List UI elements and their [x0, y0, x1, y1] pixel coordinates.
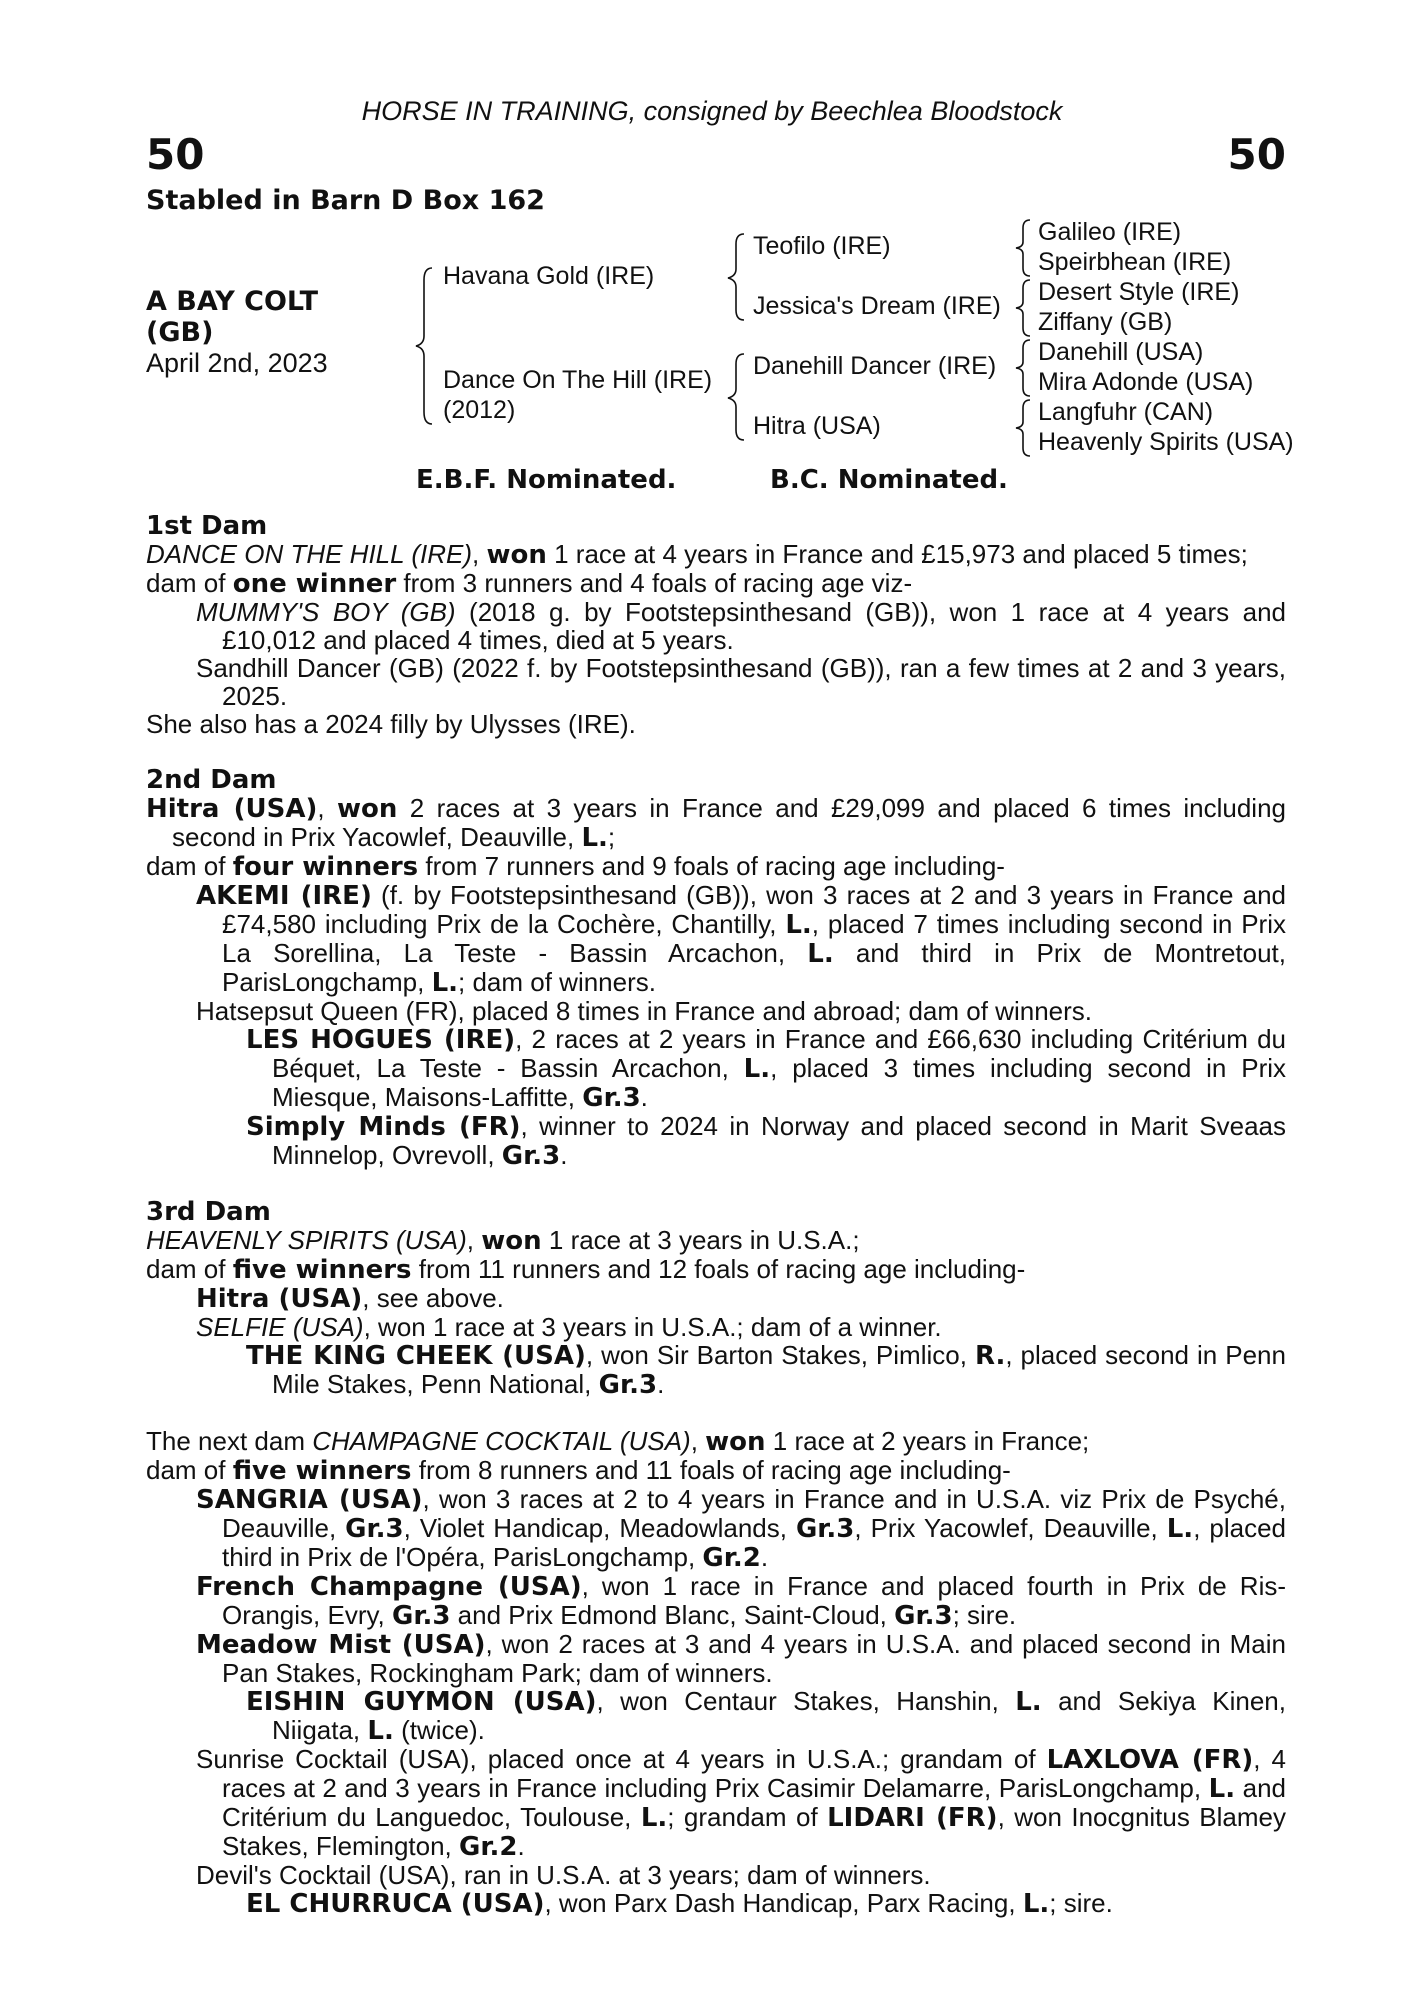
bold-text: L.	[743, 1054, 771, 1084]
pedigree-entry	[196, 1861, 1286, 1889]
italic-text: MUMMY'S BOY (GB)	[196, 597, 456, 627]
bold-text: LAXLOVA (FR)	[1046, 1745, 1254, 1775]
pedigree-ggp: Ziffany (GB)	[1038, 308, 1173, 336]
bold-text: won	[486, 540, 547, 570]
pedigree-entry	[146, 1456, 1286, 1485]
entry-text: , placed second in Penn Mile Stakes, Penn National,	[272, 1340, 1286, 1399]
entry-text: .	[760, 1542, 769, 1572]
bold-text: won	[336, 794, 398, 824]
pedigree-entry	[196, 1572, 1286, 1630]
entry-text: , Prix Yacowlef, Deauville,	[854, 1513, 1167, 1543]
pedigree-ggp: Galileo (IRE)	[1038, 218, 1182, 246]
bold-text: Gr.2	[702, 1543, 761, 1573]
bold-text: Gr.3	[392, 1601, 451, 1631]
section-gap	[146, 1170, 1286, 1198]
entry-text: 2 races at 3 years in France and £29,099 and placed 6 times including second in Prix Yacowlef, Deauville,	[172, 793, 1286, 852]
pedigree-ggp: Desert Style (IRE)	[1038, 278, 1240, 306]
pedigree-bracket-ggp-2	[1014, 278, 1034, 338]
entry-text: and Prix Edmond Blanc, Saint-Cloud,	[450, 1600, 895, 1630]
entry-text: Sunrise Cocktail (USA), placed once at 4 years in U.S.A.; grandam of	[196, 1744, 1047, 1774]
entry-text: ; sire.	[1049, 1888, 1113, 1918]
entry-text: , see above.	[362, 1283, 504, 1313]
entry-text: 1 race at 2 years in France;	[765, 1426, 1090, 1456]
foaling-date: April 2nd, 2023	[146, 348, 328, 378]
lot-number-left: 50	[146, 130, 205, 179]
section-gap	[146, 1399, 1286, 1427]
bold-text: L.	[1022, 1889, 1050, 1919]
lot-number-right: 50	[1227, 130, 1286, 179]
pedigree-entry	[146, 1255, 1286, 1284]
bold-text: Gr.3	[501, 1141, 561, 1171]
entry-text: ; sire.	[952, 1600, 1017, 1630]
bold-text: SANGRIA (USA)	[196, 1485, 423, 1515]
pedigree-entry	[146, 1226, 1286, 1255]
pedigree-entry	[196, 1630, 1286, 1687]
entry-text: , won Inocgnitus Blamey Stakes, Flemington,	[222, 1802, 1286, 1861]
pedigree-bracket-ggp-3	[1014, 338, 1034, 398]
pedigree-dam: Dance On The Hill (IRE)	[443, 366, 713, 394]
italic-text: HEAVENLY SPIRITS (USA)	[146, 1225, 467, 1255]
pedigree-ggp: Heavenly Spirits (USA)	[1038, 428, 1294, 456]
entry-text: , won 3 races at 2 to 4 years in France and in U.S.A. viz Prix de Psyché, Deauville,	[222, 1484, 1286, 1543]
pedigree-entry	[146, 569, 1286, 598]
bold-text: AKEMI (IRE)	[196, 881, 372, 911]
horse-name-line1: A BAY COLT	[146, 286, 319, 317]
entry-text: , won 2 races at 3 and 4 years in U.S.A. and placed second in Main Pan Stakes, Rockingham Park; dam of winners.	[222, 1629, 1286, 1688]
bold-text: L.	[581, 823, 608, 853]
pedigree-bracket-main	[414, 266, 438, 426]
stabled-location: Stabled in Barn D Box 162	[146, 185, 545, 216]
bc-nomination: B.C. Nominated.	[770, 465, 1008, 495]
entry-text: 1 race at 3 years in U.S.A.;	[541, 1225, 860, 1255]
bold-text: won	[481, 1226, 542, 1256]
bold-text: Gr.3	[894, 1601, 953, 1631]
entry-text: , 2 races at 2 years in France and £66,630 including Critérium du Béquet, La Teste - Bassin Arcachon,	[272, 1024, 1287, 1083]
pedigree-ggp: Langfuhr (CAN)	[1038, 398, 1214, 426]
pedigree-entry	[246, 1687, 1286, 1745]
entry-text: dam of	[146, 568, 233, 598]
pedigree-dam-sire: Danehill Dancer (IRE)	[753, 352, 997, 380]
bold-text: EISHIN GUYMON (USA)	[246, 1687, 597, 1717]
pedigree-dam-dam: Hitra (USA)	[753, 412, 881, 440]
entry-text: dam of	[146, 851, 233, 881]
pedigree-entry	[246, 1112, 1286, 1170]
entry-text: ; grandam of	[667, 1802, 828, 1832]
entry-text: ,	[317, 793, 337, 823]
entry-text: dam of	[146, 1455, 233, 1485]
entry-text: 1 race at 4 years in France and £15,973 and placed 5 times;	[546, 539, 1248, 569]
pedigree-entry	[196, 1284, 1286, 1313]
pedigree-sire-sire: Teofilo (IRE)	[753, 232, 891, 260]
entry-text: from 8 runners and 11 foals of racing age including-	[411, 1455, 1011, 1485]
entry-text: (twice).	[393, 1715, 485, 1745]
section-title: 3rd Dam	[146, 1197, 271, 1227]
pedigree-ggp: Speirbhean (IRE)	[1038, 248, 1232, 276]
italic-text: SELFIE (USA)	[196, 1312, 364, 1342]
bold-text: Gr.3	[582, 1083, 641, 1113]
italic-text: CHAMPAGNE COCKTAIL (USA)	[312, 1426, 691, 1456]
entry-text: and Critérium du Languedoc, Toulouse,	[222, 1773, 1286, 1832]
consignment-header: HORSE IN TRAINING, consigned by Beechlea Bloodstock	[361, 96, 1063, 126]
entry-text: from 11 runners and 12 foals of racing age including-	[411, 1254, 1026, 1284]
pedigree-bracket-ggp-4	[1014, 398, 1034, 458]
pedigree-entry	[146, 1427, 1286, 1456]
bold-text: R.	[974, 1341, 1006, 1371]
entry-text: Devil's Cocktail (USA), ran in U.S.A. at 3 years; dam of winners.	[196, 1860, 931, 1890]
pedigree-entry	[146, 710, 1286, 738]
italic-text: DANCE ON THE HILL (IRE)	[146, 539, 473, 569]
entry-text: .	[560, 1140, 568, 1170]
entry-text: She also has a 2024 filly by Ulysses (IRE).	[146, 709, 636, 739]
entry-text: from 3 runners and 4 foals of racing age viz-	[396, 568, 913, 598]
entry-text: and third in Prix de Montretout, ParisLongchamp,	[222, 938, 1287, 997]
entry-text: .	[517, 1831, 525, 1861]
bold-text: French Champagne (USA)	[196, 1572, 582, 1602]
entry-text: Hatsepsut Queen (FR), placed 8 times in France and abroad; dam of winners.	[196, 996, 1092, 1026]
bold-text: L.	[785, 910, 812, 940]
pedigree-ggp: Danehill (USA)	[1038, 338, 1204, 366]
entry-text: .	[657, 1369, 665, 1399]
entry-text: , placed 3 times including second in Prix Miesque, Maisons-Laffitte,	[272, 1053, 1286, 1112]
pedigree-ggp: Mira Adonde (USA)	[1038, 368, 1254, 396]
pedigree-entry	[146, 794, 1286, 852]
catalogue-page-body	[146, 512, 1286, 1918]
pedigree-bracket-ggp-1	[1014, 218, 1034, 278]
entry-text: , winner to 2024 in Norway and placed second in Marit Sveaas Minnelop, Ovrevoll,	[272, 1111, 1286, 1170]
bold-text: L.	[640, 1803, 668, 1833]
horse-name-line2: (GB)	[146, 317, 214, 348]
bold-text: L.	[807, 939, 834, 969]
bold-text: L.	[431, 968, 459, 998]
entry-text: (2018 g. by Footstepsinthesand (GB)), won 1 race at 4 years and £10,012 and placed 4 times, died at 5 years.	[222, 597, 1286, 655]
entry-text: and Sekiya Kinen, Niigata,	[272, 1686, 1286, 1745]
pedigree-bracket-sire	[726, 232, 750, 322]
bold-text: L.	[1166, 1514, 1194, 1544]
bold-text: Gr.2	[459, 1832, 518, 1862]
entry-text: ,	[466, 1225, 482, 1255]
bold-text: won	[705, 1427, 766, 1457]
bold-text: LIDARI (FR)	[827, 1803, 998, 1833]
entry-text: ,	[690, 1426, 706, 1456]
bold-text: five winners	[232, 1255, 412, 1285]
bold-text: Gr.3	[598, 1370, 658, 1400]
pedigree-entry	[246, 1025, 1286, 1112]
entry-text: , won Sir Barton Stakes, Pimlico,	[585, 1340, 975, 1370]
bold-text: Simply Minds (FR)	[246, 1112, 521, 1142]
pedigree-entry	[196, 881, 1286, 997]
pedigree-entry	[196, 654, 1286, 710]
bold-text: L.	[367, 1716, 394, 1746]
entry-text: .	[640, 1082, 648, 1112]
entry-text: , won Parx Dash Handicap, Parx Racing,	[544, 1888, 1023, 1918]
pedigree-entry	[146, 540, 1286, 569]
entry-text: from 7 runners and 9 foals of racing age including-	[418, 851, 1005, 881]
ebf-nomination: E.B.F. Nominated.	[416, 465, 677, 495]
entry-text: , won 1 race at 3 years in U.S.A.; dam of a winner.	[363, 1312, 942, 1342]
entry-text: ; dam of winners.	[458, 967, 656, 997]
bold-text: one winner	[232, 569, 397, 599]
bold-text: THE KING CHEEK (USA)	[246, 1341, 586, 1371]
entry-text: , won 1 race in France and placed fourth in Prix de Ris-Orangis, Evry,	[222, 1571, 1286, 1630]
pedigree-entry	[146, 852, 1286, 881]
section-title: 1st Dam	[146, 511, 268, 541]
entry-text: (f. by Footstepsinthesand (GB)), won 3 races at 2 and 3 years in France and £74,580 including Prix de la Cochère, Chantilly,	[222, 880, 1286, 939]
bold-text: four winners	[232, 852, 419, 882]
bold-text: Hitra (USA)	[196, 1284, 363, 1314]
entry-text: The next dam	[146, 1426, 313, 1456]
pedigree-dam-year: (2012)	[443, 396, 516, 424]
entry-text: , won Centaur Stakes, Hanshin,	[596, 1686, 1016, 1716]
pedigree-entry	[196, 1313, 1286, 1341]
bold-text: LES HOGUES (IRE)	[246, 1025, 516, 1055]
pedigree-entry	[246, 1341, 1286, 1399]
entry-text: , placed third in Prix de l'Opéra, ParisLongchamp,	[222, 1513, 1286, 1572]
bold-text: five winners	[232, 1456, 412, 1486]
bold-text: Gr.3	[345, 1514, 404, 1544]
bold-text: Hitra (USA)	[146, 794, 318, 824]
pedigree-entry	[196, 1485, 1286, 1572]
bold-text: Gr.3	[795, 1514, 855, 1544]
entry-text: , Violet Handicap, Meadowlands,	[403, 1513, 796, 1543]
bold-text: L.	[1015, 1687, 1042, 1717]
pedigree-entry	[246, 1889, 1286, 1918]
pedigree-entry	[196, 997, 1286, 1025]
section-gap	[146, 738, 1286, 766]
section-title: 2nd Dam	[146, 765, 277, 795]
pedigree-entry	[196, 598, 1286, 654]
entry-text: , 4 races at 2 and 3 years in France including Prix Casimir Delamarre, ParisLongchamp,	[222, 1744, 1286, 1803]
pedigree-sire-dam: Jessica's Dream (IRE)	[753, 292, 1001, 320]
bold-text: L.	[1208, 1774, 1236, 1804]
pedigree-bracket-dam	[726, 352, 750, 442]
pedigree-entry	[196, 1745, 1286, 1861]
bold-text: Meadow Mist (USA)	[196, 1630, 486, 1660]
entry-text: ;	[607, 822, 616, 852]
horse-description	[146, 286, 328, 378]
bold-text: EL CHURRUCA (USA)	[246, 1889, 545, 1919]
entry-text: , placed 7 times including second in Prix La Sorellina, La Teste - Bassin Arcachon,	[222, 909, 1286, 968]
pedigree-sire: Havana Gold (IRE)	[443, 262, 655, 290]
entry-text: dam of	[146, 1254, 233, 1284]
entry-text: ,	[472, 539, 487, 569]
entry-text: Sandhill Dancer (GB) (2022 f. by Footstepsinthesand (GB)), ran a few times at 2 and 3 years, 2025.	[196, 653, 1286, 711]
